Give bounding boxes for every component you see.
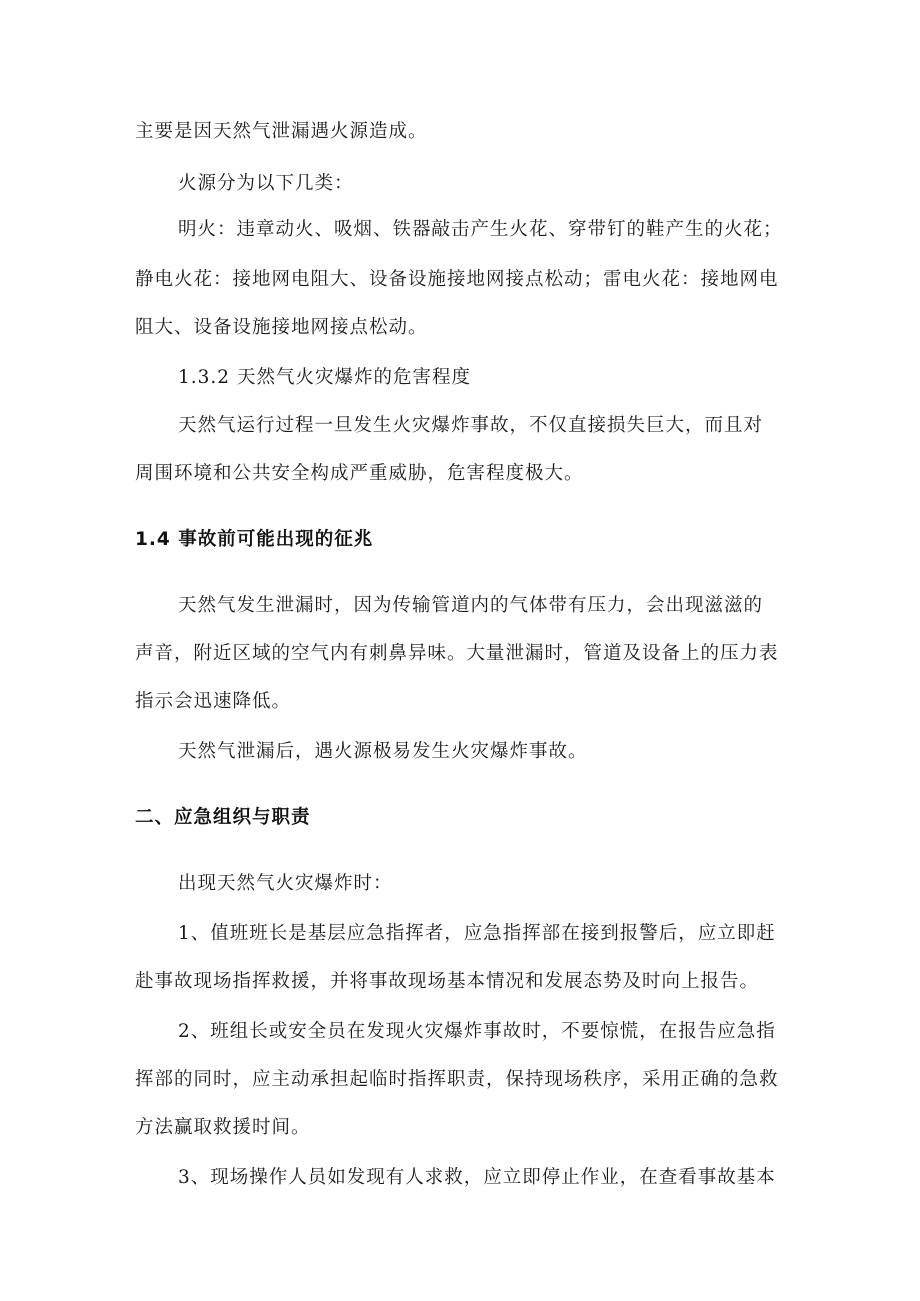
paragraph-line: 声音，附近区域的空气内有刺鼻异味。大量泄漏时，管道及设备上的压力表	[135, 643, 779, 664]
paragraph-line: 静电火花：接地网电阻大、设备设施接地网接点松动；雷电火花：接地网电	[135, 269, 779, 290]
paragraph-line: 天然气运行过程一旦发生火灾爆炸事故，不仅直接损失巨大，而且对	[178, 415, 764, 436]
section-heading-2: 二、应急组织与职责	[135, 807, 311, 828]
section-heading-1-4: 1.4 事故前可能出现的征兆	[135, 529, 374, 550]
paragraph-line: 指示会迅速降低。	[135, 691, 292, 712]
paragraph-line: 明火：违章动火、吸烟、铁器敲击产生火花、穿带钉的鞋产生的火花；	[178, 219, 783, 240]
list-item-line: 2、班组长或安全员在发现火灾爆炸事故时，不要惊慌，在报告应急指	[178, 1021, 776, 1042]
list-item-line: 1、值班班长是基层应急指挥者，应急指挥部在接到报警后，应立即赶	[178, 923, 776, 944]
paragraph-line: 天然气发生泄漏时，因为传输管道内的气体带有压力，会出现滋滋的	[178, 595, 764, 616]
list-item-line: 3、现场操作人员如发现有人求救，应立即停止作业，在查看事故基本	[178, 1167, 776, 1188]
paragraph-line: 天然气泄漏后，遇火源极易发生火灾爆炸事故。	[178, 741, 588, 762]
paragraph-line: 出现天然气火灾爆炸时：	[178, 873, 393, 894]
section-subheading: 1.3.2 天然气火灾爆炸的危害程度	[178, 367, 471, 388]
paragraph-line: 周围环境和公共安全构成严重威胁，危害程度极大。	[135, 463, 584, 484]
list-item-line: 方法赢取救援时间。	[135, 1117, 311, 1138]
list-item-line: 挥部的同时，应主动承担起临时指挥职责，保持现场秩序，采用正确的急救	[135, 1069, 779, 1090]
paragraph-line: 阻大、设备设施接地网接点松动。	[135, 317, 428, 338]
paragraph-line: 主要是因天然气泄漏遇火源造成。	[135, 121, 428, 142]
paragraph-line: 火源分为以下几类：	[178, 173, 354, 194]
list-item-line: 赴事故现场指挥救援，并将事故现场基本情况和发展态势及时向上报告。	[135, 971, 760, 992]
